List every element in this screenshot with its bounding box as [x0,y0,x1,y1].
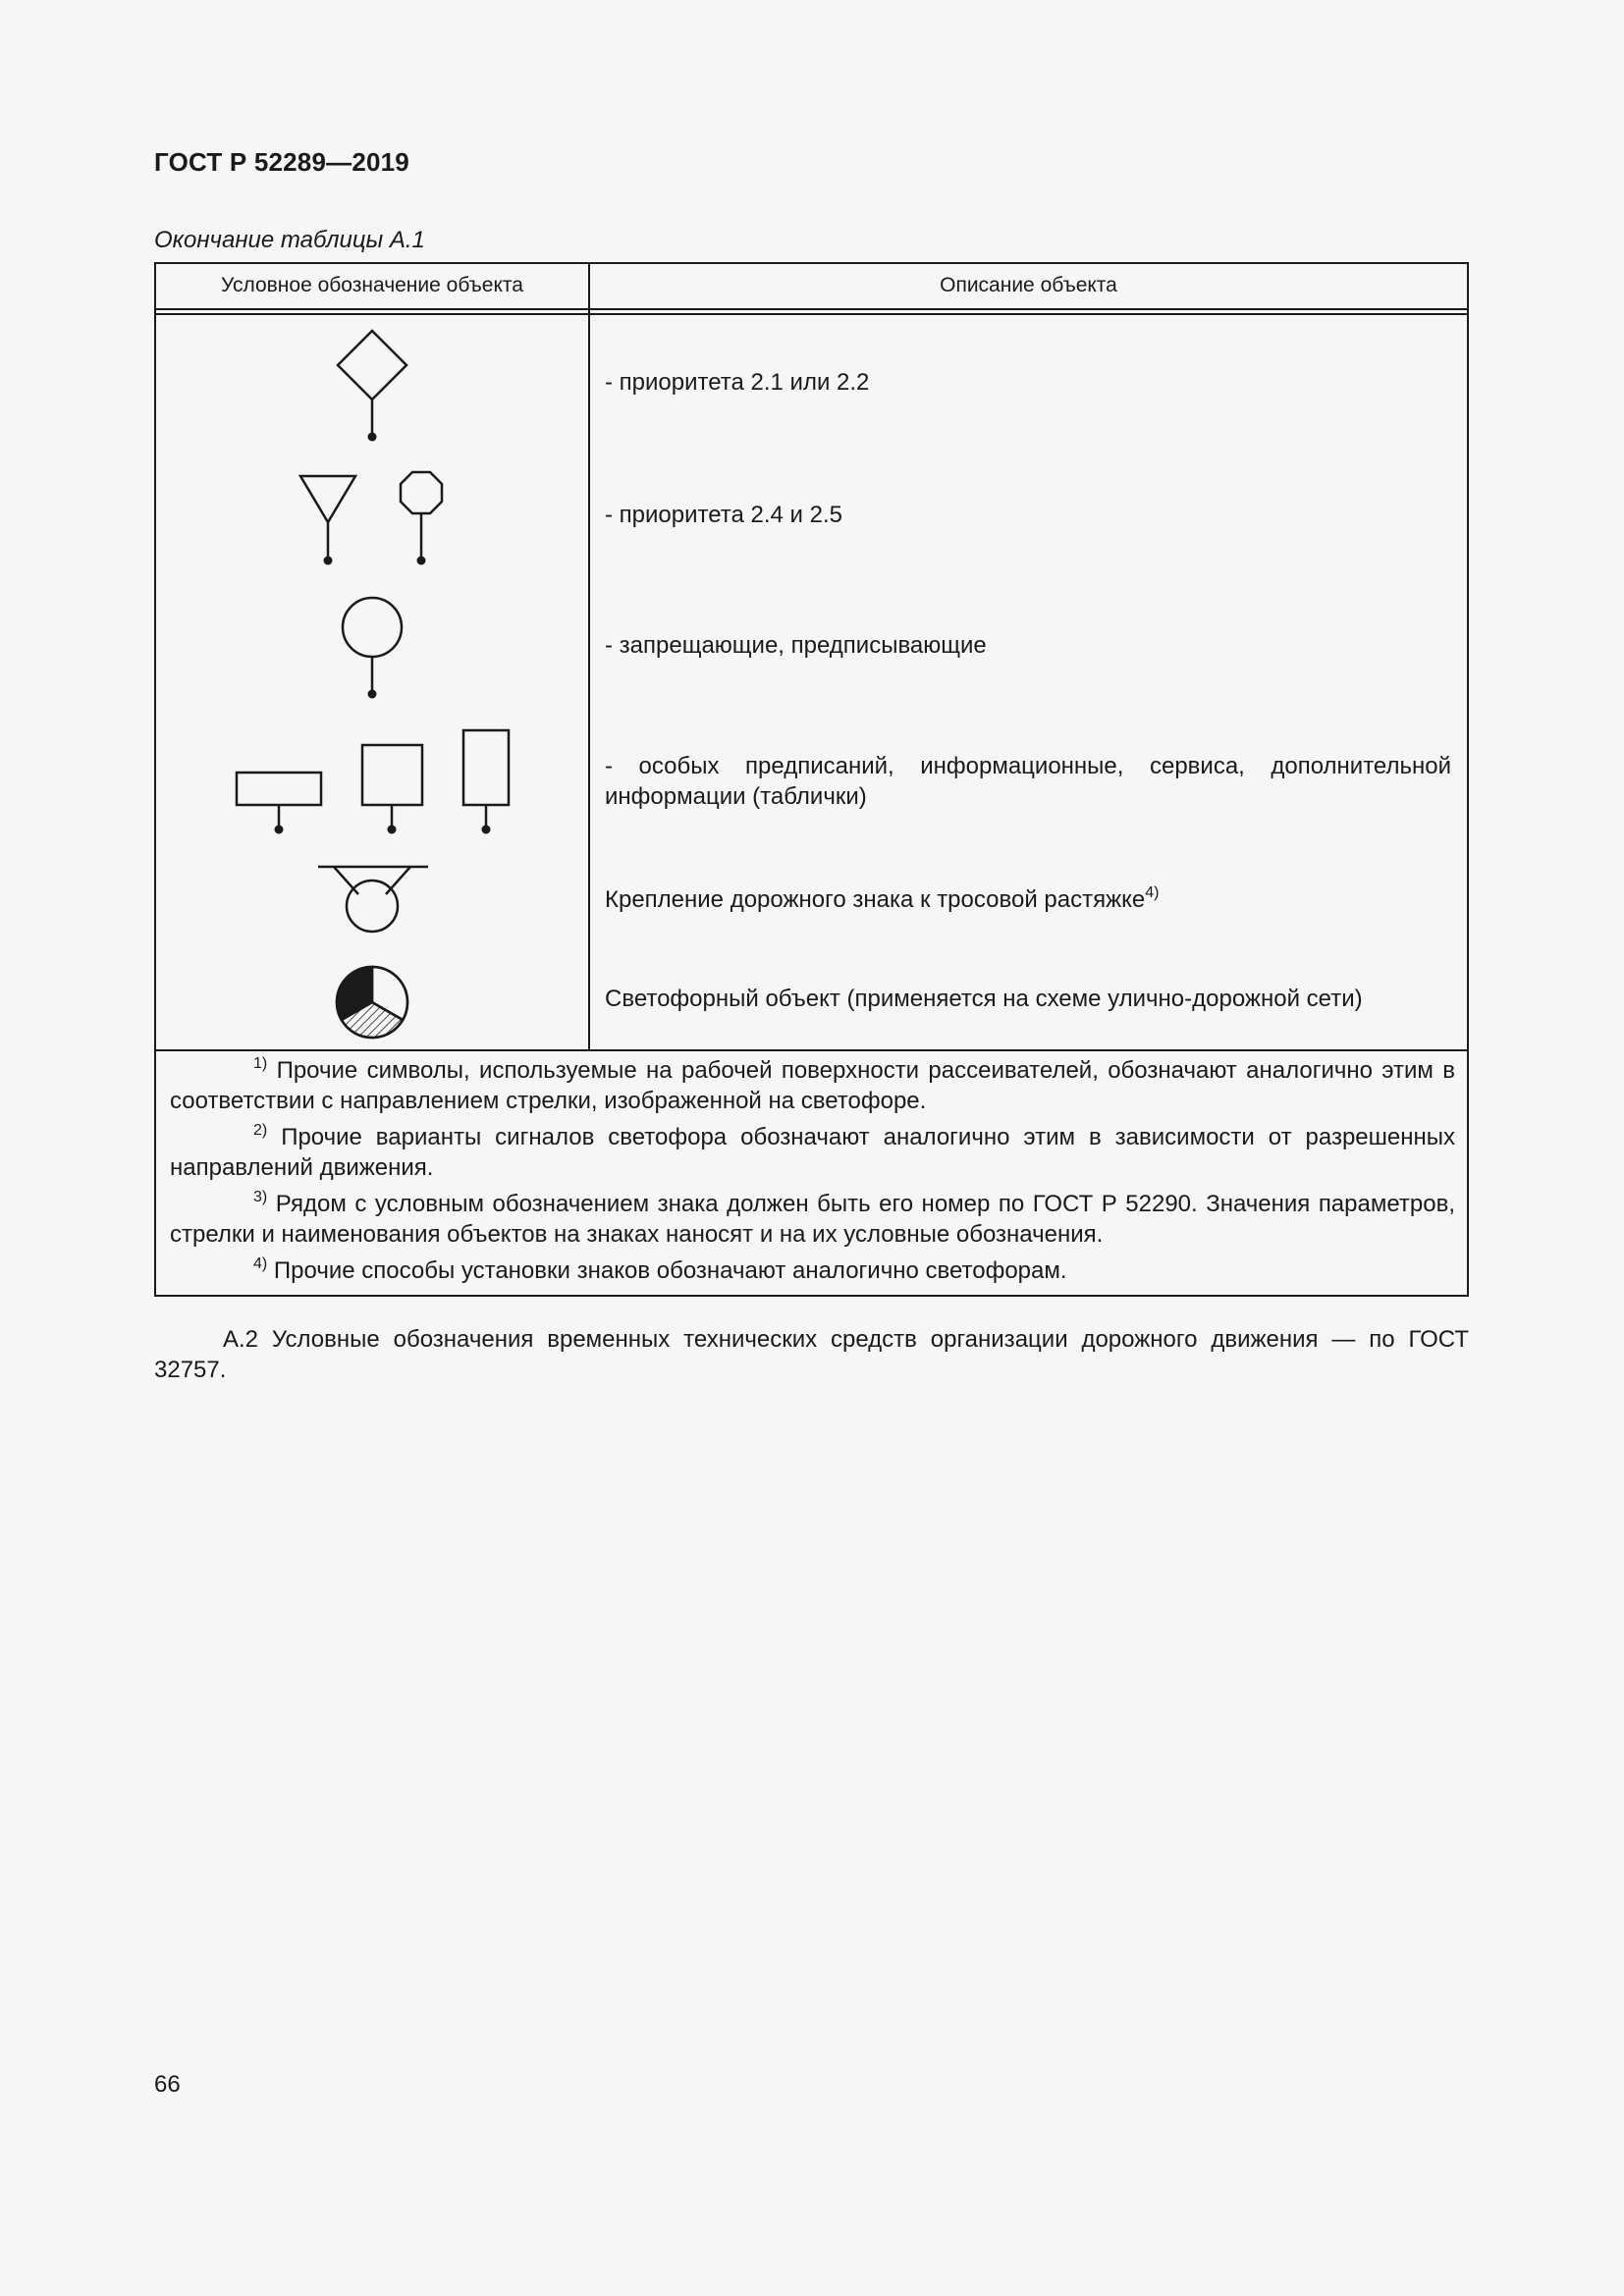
description-row-3: - запрещающие, предписывающие [605,632,987,659]
tall-rectangle-sign-icon [463,730,509,834]
footnote-text: Прочие способы установки знаков обозначают аналогично светофорам. [273,1257,1067,1284]
traffic-light-object-icon [337,967,407,1038]
symbols-column [156,264,588,1049]
octagon-sign-icon [401,472,442,565]
column-header-description: Описание объекта [940,274,1117,296]
description-row-5 [605,884,1451,915]
triangle-sign-icon [300,476,355,565]
footnote-ref-4: 4) [1145,884,1160,901]
footnote-mark: 4) [253,1255,268,1272]
footnote-mark: 1) [253,1055,268,1072]
paragraph-a2: А.2 Условные обозначения временных технических средств организации дорожного движения — по ГОСТ 32757. [154,1326,1469,1383]
footnote [170,1055,1455,1116]
footnote-text: Прочие варианты сигналов светофора обозначают аналогично этим в зависимости от разрешенных направлений движения. [170,1124,1456,1181]
footnote [170,1189,1455,1250]
cable-mount-icon [318,867,428,932]
diamond-sign-icon [338,331,406,442]
table-footnotes [170,1055,1455,1292]
square-sign-icon [362,745,422,834]
description-row-6: Светофорный объект (применяется на схеме улично-дорожной сети) [605,986,1363,1012]
description-row-4: - особых предписаний, информационные, сервиса, дополнительной информации (таблички) [605,753,1451,810]
column-divider [588,264,590,1049]
page-number: 66 [154,2071,181,2098]
footnote-text: Рядом с условным обозначением знака должен быть его номер по ГОСТ Р 52290. Значения параметров, стрелки и наименования объектов на знаках наносят и на их условные обозначения. [170,1191,1456,1248]
column-header-symbol: Условное обозначение объекта [221,274,523,296]
footnote-mark: 2) [253,1122,268,1139]
description-row-1: - приоритета 2.1 или 2.2 [605,369,870,396]
table-caption: Окончание таблицы А.1 [154,227,425,253]
document-code: ГОСТ Р 52289—2019 [154,147,409,177]
symbols-table [154,262,1469,1297]
description-row-2: - приоритета 2.4 и 2.5 [605,502,842,528]
footnote-text: Прочие символы, используемые на рабочей поверхности рассеивателей, обозначают аналогично этим в соответствии с направлением стрелки, изображенной на светофоре. [170,1057,1455,1114]
wide-rectangle-sign-icon [237,773,321,834]
footnote-mark: 3) [253,1189,268,1205]
footnote [170,1122,1455,1183]
circle-sign-icon [343,598,402,699]
description-row-5-text: Крепление дорожного знака к тросовой растяжке [605,886,1146,913]
footnote [170,1255,1455,1286]
notes-rule [156,1049,1467,1051]
